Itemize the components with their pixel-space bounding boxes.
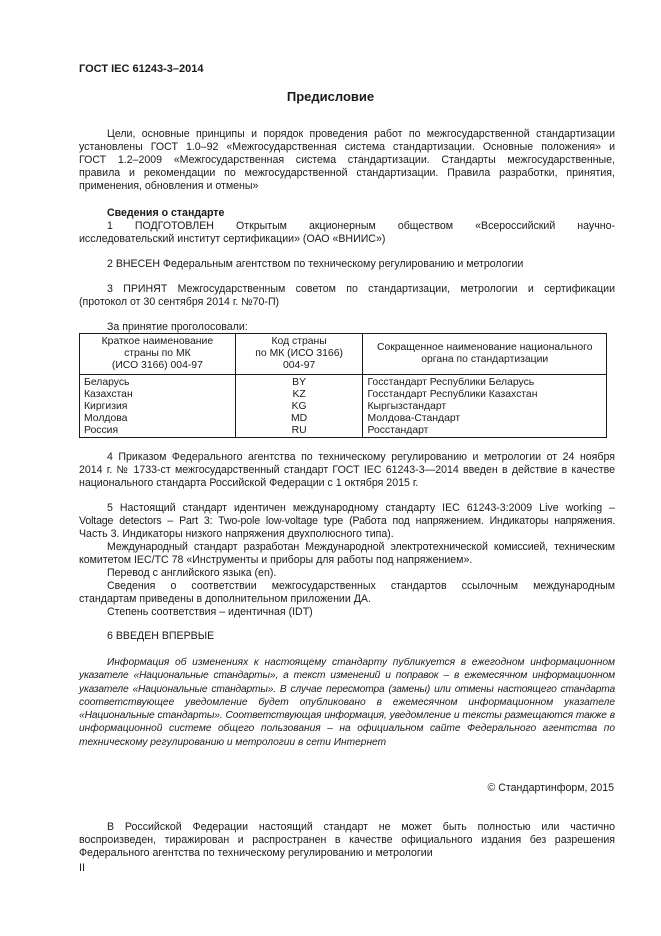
notice-line: указателе «Национальные стандарты». В случае пересмотра (замены) или отмены настоящего стандарта	[79, 683, 615, 695]
header-line: Код страны	[271, 336, 327, 347]
item-3	[79, 283, 615, 309]
intro-line: правила и рекомендации по межгосударственной стандартизации. Правила разработки, принятия,	[79, 167, 615, 179]
cell-code: BY	[235, 375, 363, 390]
intro-line: ГОСТ 1.2–2009 «Межгосударственная система стандартизации. Стандарты межгосударственные,	[79, 154, 615, 166]
cell-body: Молдова-Стандарт	[363, 413, 607, 425]
header-line: Сокращенное наименование национального	[376, 342, 593, 353]
footer-line: В Российской Федерации настоящий стандарт не может быть полностью или частично	[107, 821, 615, 833]
footer-line: Федерального агентства по техническому регулированию и метрологии	[79, 847, 433, 859]
item-3-line: (протокол от 30 сентября 2014 г. №70-П)	[79, 296, 280, 308]
copyright: © Стандартинформ, 2015	[487, 782, 614, 794]
item-5-line: комитетом IEC/TC 78 «Инструменты и приборы для работы под напряжением».	[79, 554, 473, 566]
table-row	[80, 389, 607, 401]
item-4-line: национального стандарта Российской Федерации с 1 октября 2015 г.	[79, 477, 419, 489]
item-3-line: 3 ПРИНЯТ Межгосударственным советом по стандартизации, метрологии и сертификации	[107, 283, 615, 295]
intro-line: установлены ГОСТ 1.0–92 «Межгосударственная система стандартизации. Основные положения» и	[79, 141, 615, 153]
header-line: страны по МК	[124, 348, 191, 359]
vote-label: За принятие проголосовали:	[107, 321, 248, 333]
item-4-line: 4 Приказом Федерального агентства по техническому регулированию и метрологии от 24 ноября	[107, 451, 615, 463]
notice-line: соответствующее уведомление будет опубликовано в ежемесячном информационном указателе	[79, 696, 615, 708]
notice-line: указателе «Национальные стандарты», а текст изменений и поправок – в ежемесячном информационном	[79, 670, 615, 682]
item-6	[79, 630, 615, 643]
notice-line: информационной системе общего пользования – на официальном сайте Федерального агентства по	[79, 723, 615, 735]
table-row	[80, 401, 607, 413]
item-5-line: Перевод с английского языка (en).	[107, 567, 277, 579]
item-2	[79, 258, 615, 271]
item-5-line: Международный стандарт разработан Международной электротехнической комиссией, техническим	[107, 541, 615, 553]
reproduction-notice	[79, 821, 615, 860]
change-notice	[79, 656, 615, 749]
cell-country: Молдова	[80, 413, 236, 425]
page-title: Предисловие	[286, 89, 375, 104]
item-5	[79, 502, 615, 619]
cell-code: KG	[235, 401, 363, 413]
cell-body: Кыргызстандарт	[363, 401, 607, 413]
cell-country: Россия	[80, 425, 236, 438]
item-2-text: 2 ВНЕСЕН Федеральным агентством по техническому регулированию и метрологии	[107, 258, 524, 270]
notice-line: техническому регулированию и метрологии в сети Интернет	[79, 736, 387, 748]
table-header-code	[235, 334, 363, 375]
table-header-row	[80, 334, 607, 375]
cell-code: KZ	[235, 389, 363, 401]
voting-table	[79, 333, 607, 438]
table-header-country	[80, 334, 236, 375]
header-line: Краткое наименование	[101, 336, 214, 347]
cell-body: Госстандарт Республики Беларусь	[363, 375, 607, 390]
item-5-line: 5 Настоящий стандарт идентичен международному стандарту IEC 61243-3:2009 Live working –	[107, 502, 615, 514]
footer-line: воспроизведен, тиражирован и распространен в качестве официального издания без разрешения	[79, 834, 615, 846]
header-line: органа по стандартизации	[421, 354, 549, 365]
notice-line: Информация об изменениях к настоящему стандарту публикуется в ежегодном информационном	[107, 657, 615, 668]
notice-line: «Национальные стандарты». Соответствующая информация, уведомление и тексты размещаются также в	[79, 710, 615, 722]
item-5-line: Voltage detectors – Part 3: Two-pole low-voltage type (Работа под напряжением. Индикаторы напряжения.	[79, 515, 615, 527]
item-5-line: Часть 3. Индикаторы низкого напряжения двухполюсного типа).	[79, 528, 394, 540]
item-5-line: стандартам приведены в дополнительном приложении ДА.	[79, 593, 371, 605]
cell-code: MD	[235, 413, 363, 425]
page-number: II	[79, 862, 86, 874]
item-1-line: 1 ПОДГОТОВЛЕН Открытым акционерным обществом «Всероссийский научно-	[107, 220, 615, 232]
item-5-line: Сведения о соответствии межгосударственных стандартов ссылочным международным	[107, 580, 615, 592]
cell-body: Росстандарт	[363, 425, 607, 438]
intro-line: Цели, основные принципы и порядок проведения работ по межгосударственной стандартизации	[107, 128, 615, 140]
header-line: 004-97	[282, 360, 316, 371]
intro-paragraph	[79, 128, 615, 193]
item-6-text: 6 ВВЕДЕН ВПЕРВЫЕ	[107, 630, 215, 642]
section-heading: Сведения о стандарте	[107, 207, 225, 219]
table-row	[80, 375, 607, 390]
cell-country: Казахстан	[80, 389, 236, 401]
cell-country: Беларусь	[80, 375, 236, 390]
standard-info	[79, 207, 615, 246]
table-row	[80, 425, 607, 438]
table-row	[80, 413, 607, 425]
item-1-line: исследовательский институт сертификации» (ОАО «ВНИИС»)	[79, 233, 386, 245]
cell-code: RU	[235, 425, 363, 438]
header-line: по МК (ИСО 3166)	[255, 348, 343, 359]
document-code: ГОСТ IEC 61243-3–2014	[79, 63, 204, 75]
item-5-line: Степень соответствия – идентичная (IDT)	[107, 606, 313, 618]
item-4-line: 2014 г. № 1733-ст межгосударственный стандарт ГОСТ IEC 61243-3—2014 введен в действие в качестве	[79, 464, 615, 476]
cell-body: Госстандарт Республики Казахстан	[363, 389, 607, 401]
intro-line: применения, обновления и отмены»	[79, 180, 259, 192]
item-4	[79, 451, 615, 490]
header-line: (ИСО 3166) 004-97	[111, 360, 203, 371]
cell-country: Киргизия	[80, 401, 236, 413]
table-header-body	[363, 334, 607, 375]
